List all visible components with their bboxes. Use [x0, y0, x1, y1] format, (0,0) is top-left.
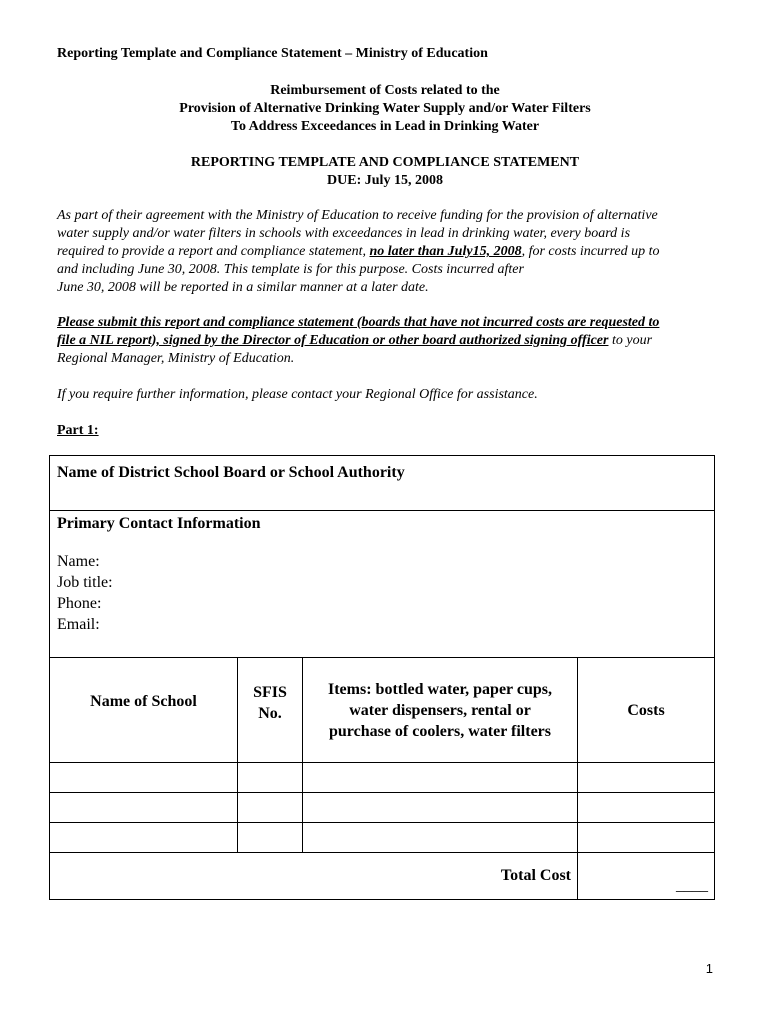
intro-line: As part of their agreement with the Ministry of Education to receive funding for the provision of alternative	[57, 208, 658, 223]
submit-text: to your	[608, 333, 653, 348]
contact-info-label: Primary Contact Information	[57, 515, 261, 532]
sfis-cell[interactable]	[238, 823, 303, 853]
document-header: Reporting Template and Compliance Statement – Ministry of Education	[57, 46, 488, 61]
title-block	[0, 154, 770, 190]
subtitle-line-3: To Address Exceedances in Lead in Drinking Water	[230, 119, 540, 134]
col-header-school: Name of School	[50, 658, 238, 763]
intro-line	[57, 243, 717, 261]
intro-text: required to provide a report and compliance statement,	[57, 244, 370, 259]
board-name-field[interactable]	[50, 456, 715, 511]
contact-info-section	[50, 511, 715, 658]
school-cell[interactable]	[50, 793, 238, 823]
intro-paragraph	[57, 207, 717, 297]
sfis-label: SFIS	[253, 684, 287, 701]
part-label: Part 1:	[57, 423, 99, 438]
intro-text: , for costs incurred up to	[521, 244, 660, 259]
intro-line: and including June 30, 2008. This template is for this purpose. Costs incurred after	[57, 262, 524, 277]
total-cost-label: Total Cost	[500, 867, 571, 884]
contact-name-field[interactable]: Name:	[57, 553, 100, 570]
costs-cell[interactable]	[578, 793, 715, 823]
table-row	[50, 793, 715, 823]
sfis-cell[interactable]	[238, 793, 303, 823]
col-header-sfis	[238, 658, 303, 763]
table-row	[50, 823, 715, 853]
total-label-cell	[50, 853, 578, 900]
subtitle-block	[0, 82, 770, 136]
contact-job-field[interactable]: Job title:	[57, 574, 113, 591]
items-cell[interactable]	[303, 763, 578, 793]
items-label: Items: bottled water, paper cups,	[328, 680, 552, 698]
intro-line: June 30, 2008 will be reported in a similar manner at a later date.	[57, 280, 429, 295]
costs-cell[interactable]	[578, 823, 715, 853]
submit-line: Regional Manager, Ministry of Education.	[57, 351, 295, 366]
page-number: 1	[705, 961, 713, 976]
subtitle-line-2: Provision of Alternative Drinking Water Supply and/or Water Filters	[179, 101, 591, 116]
items-cell[interactable]	[303, 823, 578, 853]
col-header-items	[303, 658, 578, 763]
contact-note: If you require further information, please contact your Regional Office for assistance.	[57, 387, 538, 402]
total-cost-value: ____	[676, 877, 708, 894]
contact-phone-field[interactable]: Phone:	[57, 595, 102, 612]
submit-line	[57, 332, 717, 350]
table-row	[50, 763, 715, 793]
submit-line: Please submit this report and compliance statement (boards that have not incurred costs are requested to	[57, 315, 660, 330]
total-cost-cell[interactable]	[578, 853, 715, 900]
subtitle-line-1: Reimbursement of Costs related to the	[270, 83, 500, 98]
intro-line: water supply and/or water filters in schools with exceedances in lead in drinking water, every board is	[57, 226, 631, 241]
contact-email-field[interactable]: Email:	[57, 616, 100, 633]
deadline-emphasis: no later than July15, 2008	[369, 244, 522, 259]
col-header-costs: Costs	[578, 658, 715, 763]
submit-emphasis: file a NIL report), signed by the Director of Education or other board authorized signing officer	[57, 333, 609, 348]
submit-paragraph	[57, 314, 717, 368]
school-cell[interactable]	[50, 823, 238, 853]
template-title: REPORTING TEMPLATE AND COMPLIANCE STATEMENT	[190, 155, 580, 170]
items-cell[interactable]	[303, 793, 578, 823]
items-label: water dispensers, rental or	[349, 701, 531, 719]
sfis-label: No.	[258, 705, 282, 722]
items-label: purchase of coolers, water filters	[328, 722, 551, 740]
board-name-label: Name of District School Board or School Authority	[57, 464, 405, 481]
costs-cell[interactable]	[578, 763, 715, 793]
sfis-cell[interactable]	[238, 763, 303, 793]
reporting-form-table	[49, 455, 715, 900]
school-cell[interactable]	[50, 763, 238, 793]
due-date: DUE: July 15, 2008	[327, 173, 443, 188]
